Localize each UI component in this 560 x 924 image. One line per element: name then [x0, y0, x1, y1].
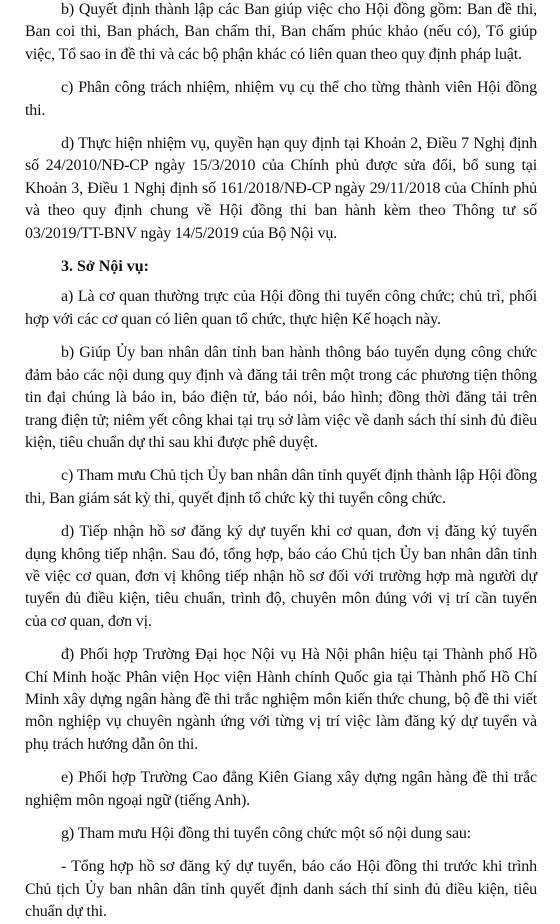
item-e-ngoai-ngu: e) Phối hợp Trường Cao đẳng Kiên Giang xây dựng ngân hàng đề thi trắc nghiệm môn ngoại ngữ (tiếng Anh). — [25, 769, 537, 809]
dash-item-tong-hop-ho-so: - Tổng hợp hồ sơ đăng ký dự tuyển, báo cáo Hội đồng thi trước khi trình Chủ tịch Ủy ban nhân dân tỉnh quyết định danh sách thí sinh đủ điều kiện, tiêu chuẩn dự thi. — [25, 858, 537, 921]
item-c-thanh-lap-hoi-dong: c) Tham mưu Chủ tịch Ủy ban nhân dân tỉnh quyết định thành lập Hội đồng thi, Ban giám sát kỳ thi, quyết định tổ chức kỳ thi tuyển công chức. — [25, 467, 537, 507]
item-b-thong-bao-tuyen-dung: b) Giúp Ủy ban nhân dân tỉnh ban hành thông báo tuyển dụng công chức đảm bảo các nội dung quy định và đăng tải trên một trong các phương tiện thông tin đại chúng là báo in, báo điện tử, báo nói, báo hình; đồng thời đăng tải trên trang điện tử; niêm yết công khai tại trụ sở làm việc về danh sách thí sinh đủ điều kiện, tiêu chuẩn dự thi sau khi được phê duyệt. — [25, 344, 537, 451]
item-g-tham-muu: g) Tham mưu Hội đồng thi tuyển công chức một số nội dung sau: — [61, 825, 472, 842]
item-d-tiep-nhan-ho-so: d) Tiếp nhận hồ sơ đăng ký dự tuyển khi cơ quan, đơn vị đăng ký tuyển dụng không tiếp nhận. Sau đó, tổng hợp, báo cáo Chủ tịch Ủy ban nhân dân tỉnh về việc cơ quan, đơn vị không tiếp nhận hồ sơ đối với trường hợp mà người dự tuyển đủ điều kiện, tiêu chuẩn, trình độ, chuyên môn đúng với vị trí cần tuyển của cơ quan, đơn vị. — [25, 523, 537, 630]
item-dd-ngan-hang-de-thi: đ) Phối hợp Trường Đại học Nội vụ Hà Nội phân hiệu tại Thành phố Hồ Chí Minh hoặc Phân viện Học viện Hành chính Quốc gia tại Thành phố Hồ Chí Minh xây dựng ngân hàng đề thi trắc nghiệm môn kiến thức chung, bộ đề thi viết môn nghiệp vụ chuyên ngành ứng với từng vị trí việc làm đăng ký dự tuyển và phụ trách hướng dẫn ôn thi. — [25, 646, 537, 753]
paragraph-d-thuc-hien-nhiem-vu: d) Thực hiện nhiệm vụ, quyền hạn quy định tại Khoản 2, Điều 7 Nghị định số 24/2010/NĐ-CP ngày 15/3/2010 của Chính phủ được sửa đổi, bổ sung tại Khoản 3, Điều 1 Nghị định số 161/2018/NĐ-CP ngày 29/11/2018 của Chính phủ và theo quy định chung về Hội đồng thi ban hành kèm theo Thông tư số 03/2019/TT-BNV ngày 14/5/2019 của Bộ Nội vụ. — [25, 135, 537, 242]
paragraph-b-ban-giup-viec: b) Quyết định thành lập các Ban giúp việc cho Hội đồng gồm: Ban đề thi, Ban coi thi, Ban phách, Ban chấm thi, Ban chấm phúc khảo (nếu có), Tổ giúp việc, Tổ sao in đề thi và các bộ phận khác có liên quan theo quy định pháp luật. — [25, 1, 537, 63]
section-heading-so-noi-vu: 3. Sở Nội vụ: — [61, 258, 149, 276]
paragraph-c-phan-cong: c) Phân công trách nhiệm, nhiệm vụ cụ thể cho từng thành viên Hội đồng thi. — [25, 79, 537, 119]
item-a-co-quan-thuong-truc: a) Là cơ quan thường trực của Hội đồng thi tuyển công chức; chủ trì, phối hợp với các cơ quan có liên quan tổ chức, thực hiện Kế hoạch này. — [25, 288, 537, 328]
